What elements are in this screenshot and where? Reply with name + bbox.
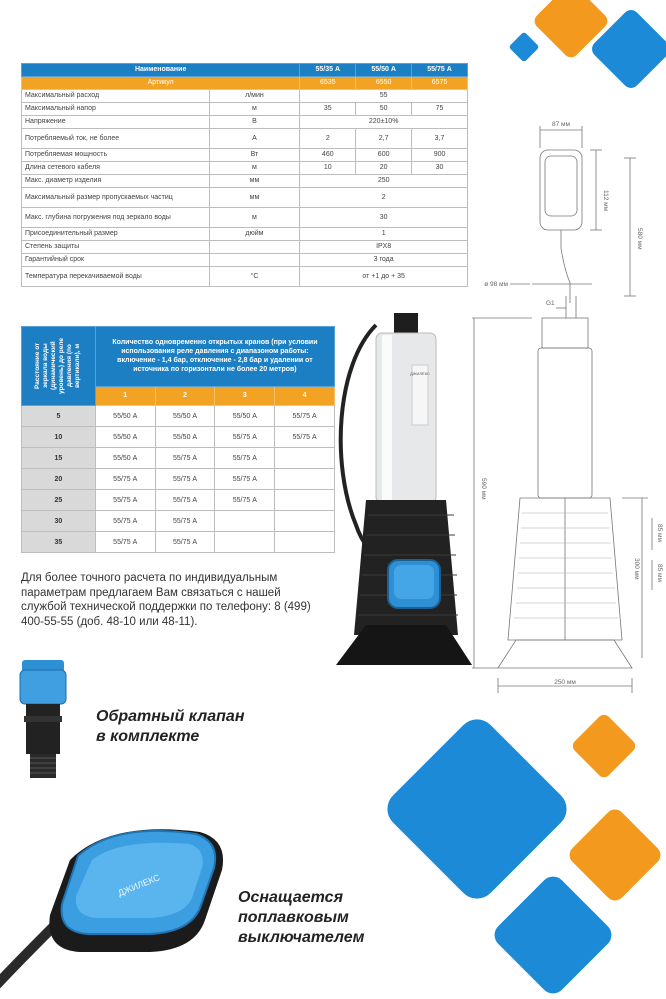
- spec-value: 3,7: [412, 129, 468, 149]
- selection-cell: 55/50 А: [95, 406, 155, 427]
- spec-unit: А: [209, 129, 300, 149]
- dim-total-height: 590 мм: [480, 478, 487, 500]
- spec-unit: [209, 241, 300, 254]
- spec-value: 30: [300, 208, 468, 228]
- selection-cell: [275, 490, 335, 511]
- spec-param: Степень защиты: [22, 241, 210, 254]
- valve-caption-line: в комплекте: [96, 728, 200, 745]
- selection-cell: 55/75 А: [155, 469, 215, 490]
- selection-cell: 55/75 А: [95, 490, 155, 511]
- decor-diamond-blue-top: [508, 31, 539, 62]
- spec-row: [22, 175, 468, 188]
- float-switch-image: [0, 800, 230, 992]
- spec-value: 75: [412, 103, 468, 116]
- selection-row: [22, 469, 335, 490]
- spec-header-model: 55/75 А: [412, 64, 468, 77]
- selection-depth: 5: [22, 406, 96, 427]
- selection-col-header: 4: [275, 386, 335, 405]
- selection-depth: 15: [22, 448, 96, 469]
- selection-cell: 55/75 А: [95, 532, 155, 553]
- dim-base-height: 300 мм: [633, 558, 640, 580]
- selection-corner-text: Расстояние от зеркала воды (динамический уровень) до реле давления (по вертикали), м: [34, 337, 82, 395]
- selection-cell: 55/75 А: [155, 532, 215, 553]
- spec-param: Потребляемый ток, не более: [22, 129, 210, 149]
- dim-float-height: 112 мм: [602, 190, 609, 212]
- spec-value: IPX8: [300, 241, 468, 254]
- spec-value: 50: [356, 103, 412, 116]
- selection-cell: [275, 448, 335, 469]
- spec-param: Температура перекачиваемой воды: [22, 267, 210, 287]
- spec-value: 10: [300, 162, 356, 175]
- dim-85-upper: 85 мм: [656, 524, 663, 542]
- selection-depth: 20: [22, 469, 96, 490]
- spec-unit: мм: [209, 175, 300, 188]
- spec-value: от +1 до + 35: [300, 267, 468, 287]
- spec-unit: м: [209, 162, 300, 175]
- check-valve-image: [18, 660, 68, 780]
- spec-unit: Вт: [209, 149, 300, 162]
- spec-row: [22, 267, 468, 287]
- spec-param: Максимальный напор: [22, 103, 210, 116]
- decor-diamond-blue-bottom: [489, 871, 616, 998]
- selection-cell: [215, 511, 275, 532]
- spec-param: Гарантийный срок: [22, 254, 210, 267]
- float-caption-line: поплавковым: [238, 909, 349, 926]
- selection-table: [21, 326, 335, 553]
- technical-drawing: [472, 118, 666, 698]
- selection-cell: [275, 511, 335, 532]
- spec-value: 2,7: [356, 129, 412, 149]
- selection-depth: 30: [22, 511, 96, 532]
- float-caption-line: Оснащается: [238, 889, 343, 906]
- spec-row: [22, 149, 468, 162]
- dim-thread: G1: [546, 300, 555, 307]
- spec-unit: м: [209, 103, 300, 116]
- spec-article-row: [22, 77, 468, 90]
- spec-article-value: 6575: [412, 77, 468, 90]
- dim-diameter: ø 98 мм: [484, 281, 508, 288]
- drawing-pump-tube: [538, 348, 592, 498]
- selection-cell: 55/75 А: [155, 490, 215, 511]
- selection-cell: 55/75 А: [275, 427, 335, 448]
- decor-diamond-blue-big: [379, 711, 574, 906]
- selection-cell: [275, 469, 335, 490]
- float-brand-label: ДЖИЛЕКС: [116, 872, 162, 899]
- float-caption: [238, 888, 364, 948]
- spec-table: [21, 63, 468, 287]
- spec-param: Длина сетевого кабеля: [22, 162, 210, 175]
- spec-param: Макс. глубина погружения под зеркало воды: [22, 208, 210, 228]
- spec-param: Напряжение: [22, 116, 210, 129]
- spec-unit: л/мин: [209, 90, 300, 103]
- selection-cell: 55/50 А: [155, 427, 215, 448]
- spec-unit: В: [209, 116, 300, 129]
- spec-param: Максимальный размер пропускаемых частиц: [22, 188, 210, 208]
- spec-header-model: 55/35 А: [300, 64, 356, 77]
- spec-row: [22, 188, 468, 208]
- selection-depth: 25: [22, 490, 96, 511]
- selection-cell: 55/50 А: [215, 406, 275, 427]
- drawing-pump-head: [542, 318, 588, 348]
- valve-caption: [96, 707, 245, 747]
- spec-row: [22, 129, 468, 149]
- selection-depth: 10: [22, 427, 96, 448]
- spec-value: 35: [300, 103, 356, 116]
- selection-cell: [275, 532, 335, 553]
- selection-cell: 55/75 А: [95, 511, 155, 532]
- spec-value: 2: [300, 188, 468, 208]
- selection-cell: 55/75 А: [215, 490, 275, 511]
- spec-unit: м: [209, 208, 300, 228]
- spec-value: 460: [300, 149, 356, 162]
- valve-caption-line: Обратный клапан: [96, 708, 245, 725]
- selection-depth: 35: [22, 532, 96, 553]
- spec-row: [22, 90, 468, 103]
- selection-cell: 55/50 А: [95, 427, 155, 448]
- spec-unit: [209, 254, 300, 267]
- drawing-feet: [498, 640, 632, 668]
- spec-row: [22, 103, 468, 116]
- spec-unit: мм: [209, 188, 300, 208]
- spec-unit: дюйм: [209, 228, 300, 241]
- selection-cell: 55/75 А: [95, 469, 155, 490]
- decor-diamond-orange-mid: [570, 712, 638, 780]
- spec-param: Присоединительный размер: [22, 228, 210, 241]
- spec-param: Макс. диаметр изделия: [22, 175, 210, 188]
- selection-row: [22, 406, 335, 427]
- selection-cell: 55/75 А: [275, 406, 335, 427]
- selection-corner-header: [22, 327, 96, 406]
- support-note: Для более точного расчета по индивидуальным параметрам предлагаем Вам связаться с нашей службой технической поддержки по телефону: 8 (499) 400-55-55 (доб. 48-10 или 48-11).: [21, 572, 311, 628]
- spec-article-label: Артикул: [22, 77, 300, 90]
- spec-row: [22, 208, 468, 228]
- selection-row: [22, 448, 335, 469]
- spec-article-value: 6535: [300, 77, 356, 90]
- spec-param: Потребляемая мощность: [22, 149, 210, 162]
- selection-cell: 55/75 А: [215, 427, 275, 448]
- decor-diamond-orange-big: [566, 806, 665, 905]
- selection-cell: 55/50 А: [95, 448, 155, 469]
- selection-row: [22, 427, 335, 448]
- spec-value: 900: [412, 149, 468, 162]
- spec-value: 30: [412, 162, 468, 175]
- spec-param: Максимальный расход: [22, 90, 210, 103]
- selection-row: [22, 532, 335, 553]
- dim-cable-length: 580 мм: [636, 228, 643, 250]
- spec-row: [22, 162, 468, 175]
- spec-value: 600: [356, 149, 412, 162]
- dim-float-width: 87 мм: [552, 121, 570, 128]
- spec-value: 1: [300, 228, 468, 241]
- spec-row: [22, 241, 468, 254]
- selection-row: [22, 490, 335, 511]
- selection-cell: 55/75 А: [155, 448, 215, 469]
- spec-value: 220±10%: [300, 116, 468, 129]
- spec-value: 2: [300, 129, 356, 149]
- spec-article-value: 6550: [356, 77, 412, 90]
- spec-value: 3 года: [300, 254, 468, 267]
- spec-header-row: [22, 64, 468, 77]
- selection-cell: [215, 532, 275, 553]
- float-caption-line: выключателем: [238, 929, 365, 946]
- dim-85-lower: 85 мм: [656, 564, 663, 582]
- pump-image: [336, 305, 472, 675]
- spec-value: 20: [356, 162, 412, 175]
- spec-header-model: 55/50 А: [356, 64, 412, 77]
- spec-unit: °С: [209, 267, 300, 287]
- spec-header-name: Наименование: [22, 64, 300, 77]
- spec-row: [22, 254, 468, 267]
- selection-col-header: 1: [95, 386, 155, 405]
- spec-value: 250: [300, 175, 468, 188]
- drawing-float: [540, 150, 582, 230]
- spec-row: [22, 228, 468, 241]
- pump-brand-label: ДЖИЛЕКС: [410, 371, 430, 376]
- dim-width: 250 мм: [554, 679, 576, 686]
- selection-cell: 55/75 А: [215, 448, 275, 469]
- selection-col-header: 2: [155, 386, 215, 405]
- selection-cell: 55/50 А: [155, 406, 215, 427]
- pump-outlet: [394, 313, 418, 335]
- spec-value: 55: [300, 90, 468, 103]
- selection-row: [22, 511, 335, 532]
- selection-cell: 55/75 А: [215, 469, 275, 490]
- selection-title: Количество одновременно открытых кранов (при условии использования реле давления с диапазоном работы: включение - 1,4 бар, отключение - 2,8 бар и удалении от источника по горизонтали не более 20 метров): [95, 327, 334, 387]
- spec-row: [22, 116, 468, 129]
- selection-col-header: 3: [215, 386, 275, 405]
- selection-cell: 55/75 А: [155, 511, 215, 532]
